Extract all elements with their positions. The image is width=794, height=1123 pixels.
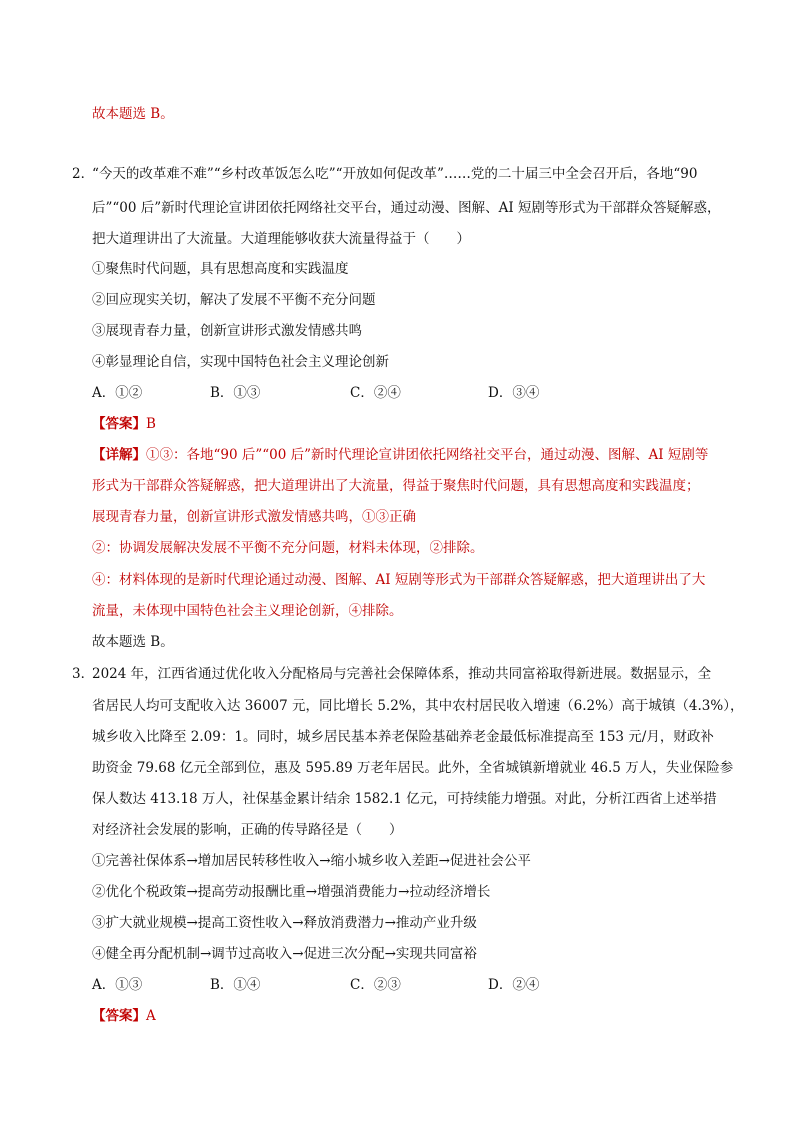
question-3-statement-1: ①完善社保体系→增加居民转移性收入→缩小城乡收入差距→促进社会公平 <box>92 853 531 869</box>
detail-text: ①③：各地“90 后”“00 后”新时代理论宣讲团依托网络社交平台，通过动漫、图解、AI 短剧等 <box>146 447 709 463</box>
question-2-statement-1: ①聚焦时代问题，具有思想高度和实践温度 <box>92 261 349 277</box>
question-2-statement-2: ②回应现实关切，解决了发展不平衡不充分问题 <box>92 292 376 308</box>
question-3-stem-line-1: 2024 年，江西省通过优化收入分配格局与完善社会保障体系，推动共同富裕取得新进展。数据显示，全 <box>92 666 712 682</box>
question-2-option-c: C．②④ <box>350 385 401 401</box>
question-3-answer <box>92 1006 156 1026</box>
question-3-stem-line-2: 省居民人均可支配收入达 36007 元，同比增长 5.2%，其中农村居民收入增速（6.2%）高于城镇（4.3%）， <box>92 698 744 714</box>
question-2-option-d: D．③④ <box>488 385 540 401</box>
answer-value: B <box>146 416 156 432</box>
question-2-conclusion: 故本题选 B。 <box>92 634 174 650</box>
answer-label: 【答案】 <box>92 1008 146 1024</box>
detail-label: 【详解】 <box>92 447 146 463</box>
question-2-statement-3: ③展现青春力量，创新宣讲形式激发情感共鸣 <box>92 323 362 339</box>
question-2-stem-line-2: 后”“00 后”新时代理论宣讲团依托网络社交平台，通过动漫、图解、AI 短剧等形式为干部群众答疑解惑， <box>92 200 721 216</box>
question-3-option-b: B．①④ <box>210 977 261 993</box>
question-2-detail-line-1 <box>92 445 708 465</box>
answer-value: A <box>146 1008 156 1024</box>
question-3-stem-line-5: 保人数达 413.18 万人，社保基金累计结余 1582.1 亿元，可持续能力增强。对此，分析江西省上述举措 <box>92 791 717 807</box>
question-3-option-d: D．②④ <box>488 977 540 993</box>
question-3-statement-4: ④健全再分配机制→调节过高收入→促进三次分配→实现共同富裕 <box>92 946 477 962</box>
question-2-detail-line-4: ②：协调发展解决发展不平衡不充分问题，材料未体现，②排除。 <box>92 540 484 556</box>
question-3-statement-3: ③扩大就业规模→提高工资性收入→释放消费潜力→推动产业升级 <box>92 915 477 931</box>
question-3-stem-line-3: 城乡收入比降至 2.09：1。同时，城乡居民基本养老保险基础养老金最低标准提高至 153 元/月，财政补 <box>92 729 714 745</box>
answer-label: 【答案】 <box>92 416 146 432</box>
question-2-statement-4: ④彰显理论自信，实现中国特色社会主义理论创新 <box>92 354 389 370</box>
question-3-stem-line-4: 助资金 79.68 亿元全部到位，惠及 595.89 万老年居民。此外，全省城镇新增就业 46.5 万人，失业保险参 <box>92 760 734 776</box>
question-2-detail-line-3: 展现青春力量，创新宣讲形式激发情感共鸣，①③正确 <box>92 509 416 525</box>
question-2-number: 2． <box>72 166 95 182</box>
question-2-detail-line-6: 流量，未体现中国特色社会主义理论创新，④排除。 <box>92 603 403 619</box>
question-3-option-c: C．②③ <box>350 977 401 993</box>
question-2-answer <box>92 414 156 434</box>
question-2-option-b: B．①③ <box>210 385 261 401</box>
question-2-detail-line-2: 形式为干部群众答疑解惑，把大道理讲出了大流量，得益于聚焦时代问题，具有思想高度和实践温度； <box>92 478 700 494</box>
question-3-option-a: A．①③ <box>92 977 143 993</box>
previous-question-conclusion: 故本题选 B。 <box>92 106 174 122</box>
question-3-stem-line-6: 对经济社会发展的影响，正确的传导路径是（ ） <box>92 822 403 838</box>
question-2-option-a: A．①② <box>92 385 143 401</box>
question-2-stem-line-1: “今天的改革难不难”“乡村改革饭怎么吃”“开放如何促改革”……党的二十届三中全会召开后，各地“90 <box>92 166 698 182</box>
question-2-detail-line-5: ④：材料体现的是新时代理论通过动漫、图解、AI 短剧等形式为干部群众答疑解惑，把大道理讲出了大 <box>92 572 706 588</box>
question-3-statement-2: ②优化个税政策→提高劳动报酬比重→增强消费能力→拉动经济增长 <box>92 884 491 900</box>
question-2-stem-line-3: 把大道理讲出了大流量。大道理能够收获大流量得益于（ ） <box>92 231 470 247</box>
question-3-number: 3． <box>72 666 95 682</box>
